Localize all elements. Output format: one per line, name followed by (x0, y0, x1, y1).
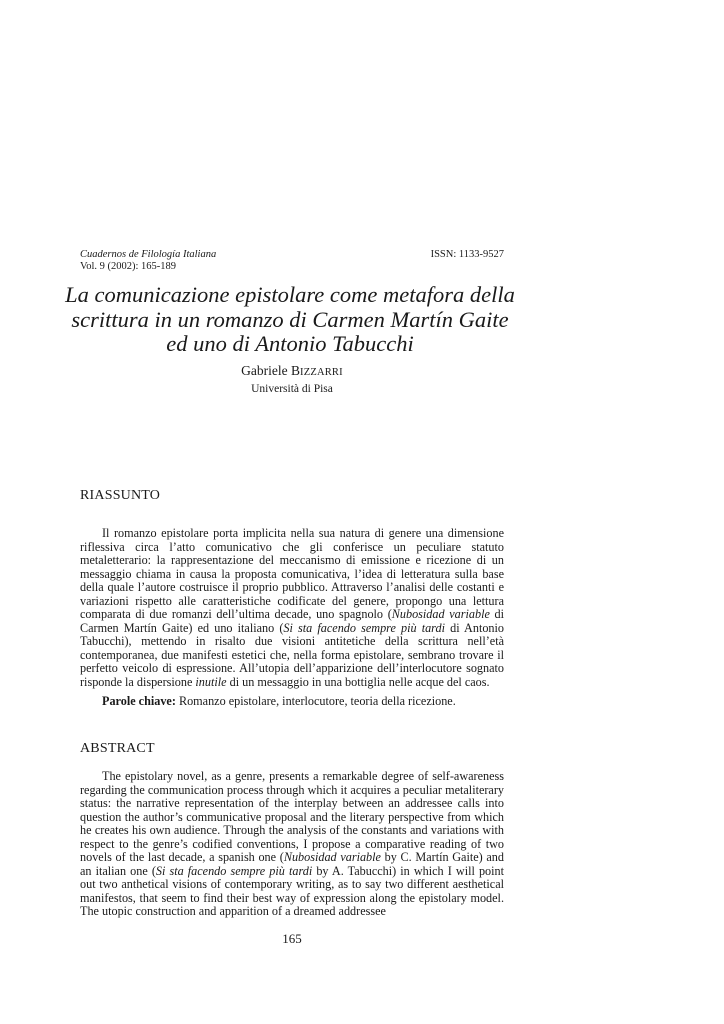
journal-name: Cuadernos de Filología Italiana (80, 249, 217, 260)
abstract-text: by C. Martín Gaite) and an italian one ( (80, 850, 504, 878)
keywords (80, 695, 504, 709)
author-name-main: Gabriele B (241, 363, 301, 378)
riassunto-heading: RIASSUNTO (80, 488, 161, 503)
title-line: scrittura in un romanzo di Carmen Martín Gaite (71, 306, 509, 332)
title-line: La comunicazione epistolare come metafora della (65, 282, 515, 307)
abstract-italic: Nubosidad variable (283, 850, 381, 864)
author-name (80, 363, 504, 381)
author-affiliation: Università di Pisa (251, 383, 333, 395)
riassunto-paragraph (80, 527, 504, 689)
abstract-text: by A. Tabucchi) in which I will point out two anthetical visions of contemporary writing, as to say two different aesthetical manifestos, that seem to find their best way of expression along the epistolary model. The utopic construction and apparition of a dreamed addressee (80, 863, 505, 918)
riassunto-text: di Antonio Tabucchi), mettendo in risalto due visioni antitetiche della scrittura nell’età contemporanea, due manifesti estetici che, nella forma epistolare, sembrano trovare il perfetto veicolo di espressione. All’utopia dell’apparizione dell’interlocutore sognato risponde la dispersione (80, 620, 504, 689)
keywords-text: Romanzo epistolare, interlocutore, teoria della ricezione. (175, 694, 456, 708)
author-name-smallcaps: IZZARRI (300, 367, 343, 378)
riassunto-text: di un messaggio in una bottiglia nelle acque del caos. (226, 674, 490, 689)
article-title (60, 283, 520, 357)
title-line: ed uno di Antonio Tabucchi (166, 331, 414, 356)
issn: ISSN: 1133-9527 (430, 249, 504, 260)
riassunto-text: di Carmen Martín Gaite) ed uno italiano ( (80, 607, 505, 635)
volume-info: Vol. 9 (2002): 165-189 (80, 261, 177, 272)
riassunto-italic: Si sta facendo sempre più tardi (283, 620, 445, 635)
riassunto-italic: inutile (195, 674, 227, 689)
page-number: 165 (282, 931, 302, 946)
riassunto-text: Il romanzo epistolare porta implicita nella sua natura di genere una dimensione riflessiva circa l’atto comunicativo che gli conferisce un peculiare statuto metaletterario: la rappresentazione del meccanismo di emissione e ricezione di un messaggio chiama in causa la proposta comunicativa, l’idea di letteratura sulla base della quale l’autore costruisce il proprio pubblico. Attraverso l’analisi delle costanti e variazioni rispetto alle caratteristiche codificate del genere, propongo una lettura comparata di due romanzi dell’ultima decade, uno spagnolo ( (80, 526, 504, 621)
abstract-italic: Si sta facendo sempre più tardi (155, 863, 313, 878)
abstract-text: The epistolary novel, as a genre, presents a remarkable degree of self-awareness regarding the communication process through which it acquires a peculiar metaliterary status: the narrative representation of the interplay between an addressee calls into question the author’s communicative proposal and the literary perspective from which he creates his own audience. Through the analysis of the constants and variations with respect to the genre’s codified conventions, I propose a comparative reading of two novels of the last decade, a spanish one ( (80, 769, 504, 864)
abstract-paragraph (80, 770, 504, 919)
riassunto-italic: Nubosidad variable (391, 607, 490, 621)
keywords-label: Parole chiave: (102, 694, 176, 708)
abstract-heading: ABSTRACT (80, 741, 155, 756)
